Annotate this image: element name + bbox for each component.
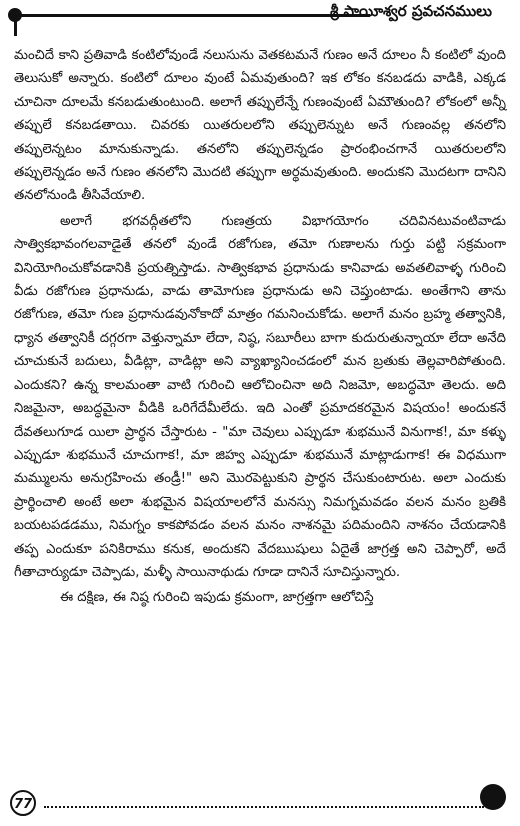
bottom-border-rule <box>44 806 484 808</box>
body-text <box>14 44 506 610</box>
paragraph-2: అలాగే భగవద్గీతలోని గుణత్రయ విభాగయోగం చదివినటువంటివాడు సాత్వికభావంగలవాడైతే తనలో వుండే రజోగుణ, తమో గుణాలను గుర్తు పట్టి సక్రమంగా వినియోగించుకోవడానికి ప్రయత్నిస్తాడు. సాత్వికభావ ప్రధానుడు కానివాడు అవతలివాళ్ళ గురించి వీడు రజోగుణ ప్రధానుడు, వాడు తామోగుణ ప్రధానుడు అని చెప్తుంటాడు. అంతేగాని తాను రజోగుణ, తమో గుణ ప్రధానుడవునోకాదో మాత్రం గమనించుకోడు. అలాగే మనం బ్రహ్మ తత్వానికి, ధ్యాన తత్వానికీ దగ్గరగా వెళ్తున్నామా లేదా, నిష్ఠ, సబూరీలు బాగా కుదురుతున్నాయా లేదా అనేది చూచుకునే బదులు, వీడిట్లా, వాడిట్లా అని వ్యాఖ్యానించడంలో మన బ్రతుకు తెల్లవారిపోతుంది. ఎందుకని? ఉన్న కాలమంతా వాటి గురించి ఆలోచించినా అది నిజమో, అబద్ధమో తెలదు. అది నిజమైనా, అబద్ధమైనా వీడికి ఒరిగేదేమీలేదు. ఇది ఎంతో ప్రమాదకరమైన విషయం! అందుకనే దేవతలుగూడ యిలా ప్రార్థన చేస్తారుట - "మా చెవులు ఎప్పుడూ శుభమునే వినుగాక!, మా కళ్ళు ఎప్పుడూ శుభమునే చూచుగాక!, మా జిహ్వ ఎప్పుడూ శుభమునే మాట్లాడుగాక! ఈ విధముగా మమ్ములను అనుగ్రహించు తండ్రీ!" అని మొరపెట్టుకుని ప్రార్థన చేసుకుంటారుట. అలా ఎందుకు ప్రార్థించాలి అంటే అలా శుభమైన విషయాలలోనే మనస్సు నిమగ్నమవడం వలన మనం బ్రతికి బయటపడడము, నిమగ్నం కాకపోవడం వలన మనం నాశనమై పదిమందిని నాశనం చేయడానికి తప్ప ఎందుకూ పనికిరాము కనుక, అందుకని వేదఋషులు ఏదైతే జాగ్రత్త అని చెప్పారో, అదే గీతాచార్యుడూ చెప్పాడు, మళ్ళీ సాయినాథుడు గూడా దానినే సూచిస్తున్నారు. <box>14 213 506 580</box>
page-number: 77 <box>10 790 36 816</box>
paragraph-1: మంచిదే కాని ప్రతివాడి కంటిలోవుండే నలుసును వెతకటమనే గుణం అనే దూలం నీ కంటిలో వుంది తెలుసుకో అన్నారు. కంటిలో దూలం వుంటే ఏమవుతుంది? ఇక లోకం కనబడదు వాడికి, ఎక్కడ చూచినా దూలమే కనబడుతుంటుంది. అలాగే తప్పులేన్నే గుణంవుంటే ఏమౌతుంది? లోకంలో అన్నీ తప్పులే కనబడతాయి. చివరకు యితరులలోని తప్పులెన్నుట అనే గుణంవల్ల తనలోని తప్పులెన్నటం మానుకున్నాడు. తనలోని తప్పులెన్నడం ప్రారంభించగానే యితరులలోని తప్పులెన్నడం అనే గుణం తనలోని మొదటి తప్పుగా అర్థమవుతుంది. అందుకని మొదటగా దానిని తనలోనుండి తీసివేయాలి. <box>14 48 506 204</box>
corner-dot-top-left <box>8 8 22 22</box>
corner-dot-bottom-right <box>480 784 506 810</box>
paragraph-3: ఈ దక్షిణ, ఈ నిష్ఠ గురించి ఇపుడు క్రమంగా, జాగ్రత్తగా ఆలోచిస్తే <box>60 590 374 606</box>
top-border-rule <box>14 14 370 17</box>
running-header-title: శ్రీ సాయీశ్వర ప్రవచనములు <box>330 2 492 20</box>
